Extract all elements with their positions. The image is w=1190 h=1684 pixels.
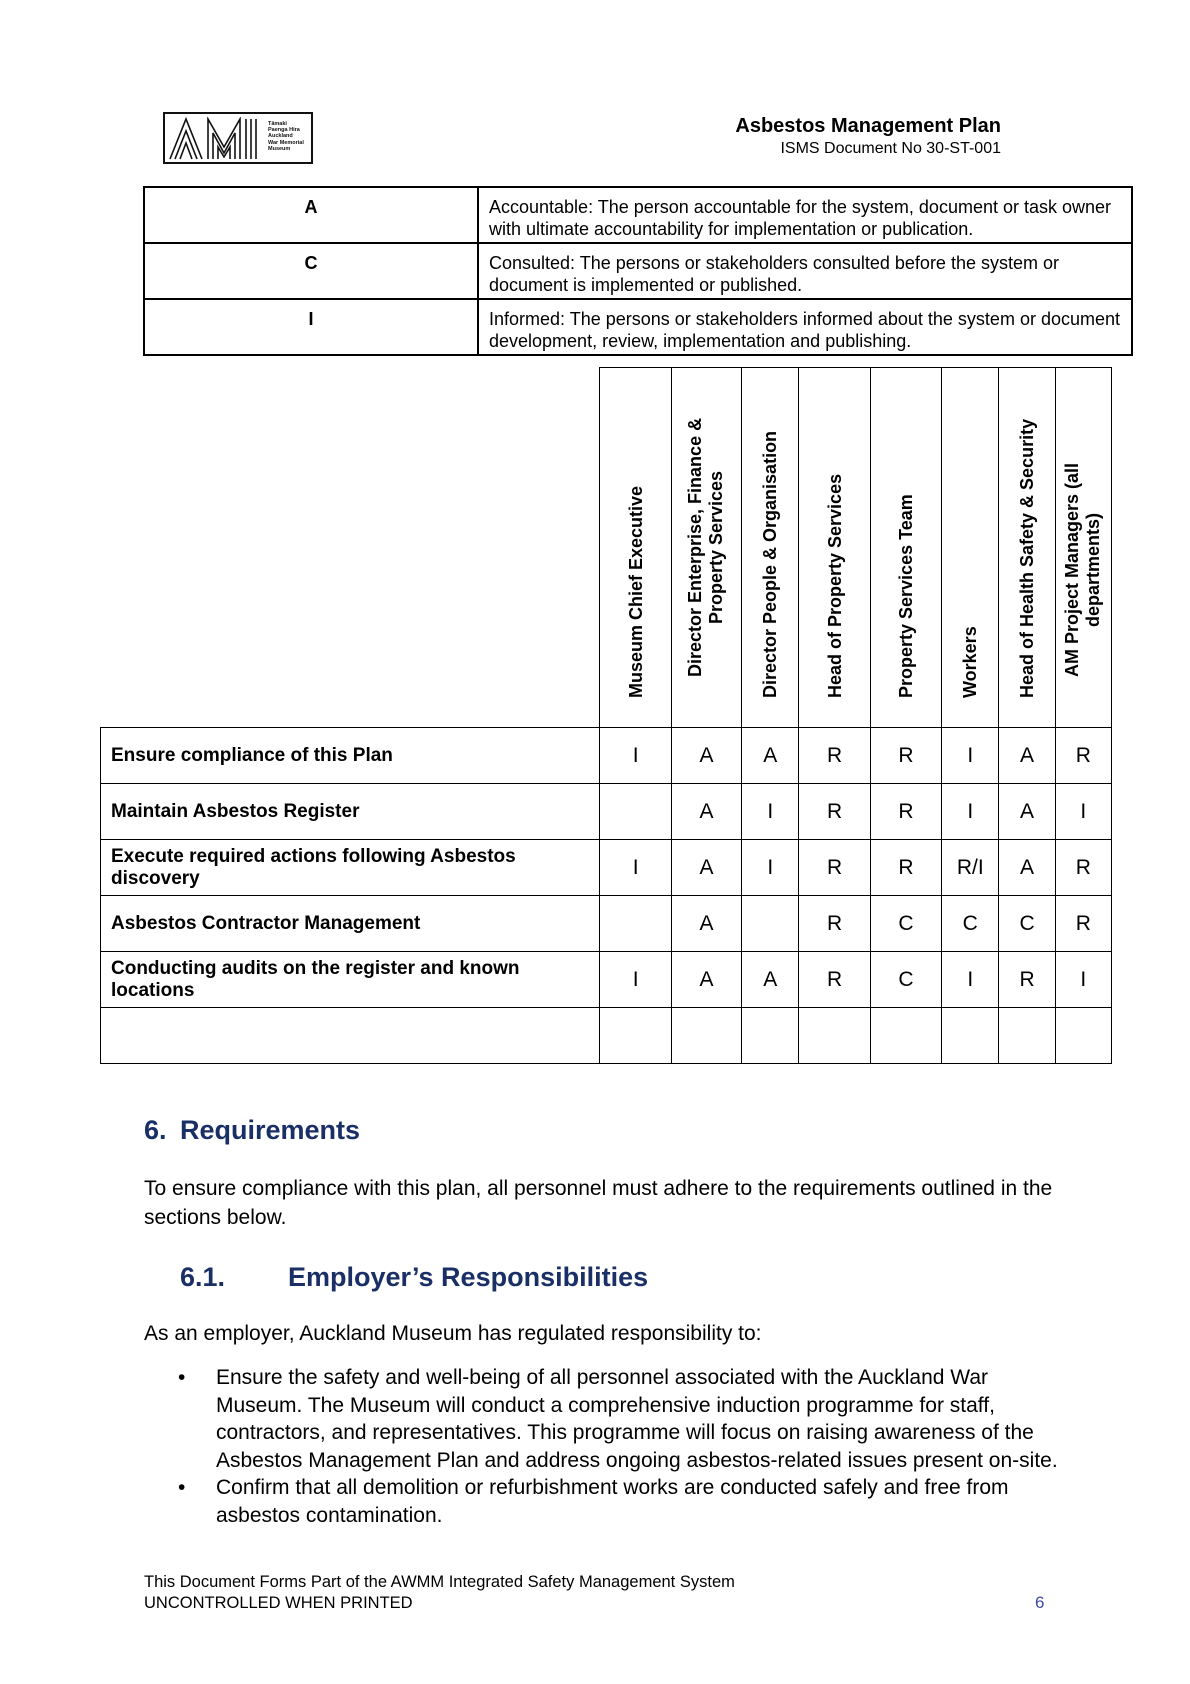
task-cell: Maintain Asbestos Register <box>101 784 600 840</box>
raci-value-cell: I <box>600 728 671 784</box>
raci-value-cell: I <box>942 728 999 784</box>
table-row <box>101 840 1112 896</box>
raci-value-cell: R <box>870 784 941 840</box>
raci-value-cell: I <box>1055 952 1111 1008</box>
raci-value-cell <box>671 1008 741 1064</box>
footer-uncontrolled: UNCONTROLLED WHEN PRINTED <box>144 1594 413 1612</box>
museum-logo <box>154 103 322 173</box>
raci-value-cell: R <box>799 784 870 840</box>
raci-value-cell: A <box>671 784 741 840</box>
logo-line: Auckland <box>268 133 293 140</box>
raci-value-cell: C <box>942 896 999 952</box>
logo-wordmark <box>268 121 304 152</box>
legend-key: I <box>144 299 478 355</box>
legend-description: Informed: The persons or stakeholders informed about the system or document development, review, implementation and publishing. <box>478 299 1132 355</box>
raci-value-cell: A <box>999 784 1055 840</box>
matrix-corner-cell <box>101 368 600 728</box>
role-label: AM Project Managers (all <box>1062 462 1083 677</box>
role-label: departments) <box>1083 512 1104 627</box>
table-row <box>101 1008 1112 1064</box>
logo-line: Tāmaki <box>268 121 287 127</box>
raci-value-cell: A <box>742 728 799 784</box>
table-row <box>101 728 1112 784</box>
table-row <box>101 952 1112 1008</box>
subsection-heading <box>180 1262 648 1293</box>
task-cell <box>101 1008 600 1064</box>
raci-value-cell <box>600 1008 671 1064</box>
raci-value-cell: A <box>671 840 741 896</box>
raci-value-cell <box>799 1008 870 1064</box>
role-header <box>1055 368 1111 728</box>
section-number: 6. <box>144 1115 167 1145</box>
role-header <box>999 368 1055 728</box>
raci-value-cell: I <box>742 840 799 896</box>
logo-line: Museum <box>268 145 291 152</box>
document-number: ISMS Document No 30-ST-001 <box>780 140 1001 157</box>
document-title: Asbestos Management Plan <box>735 115 1001 137</box>
section-heading <box>144 1115 360 1146</box>
raci-value-cell <box>1055 1008 1111 1064</box>
role-header <box>942 368 999 728</box>
list-item <box>178 1364 1058 1474</box>
page-number: 6 <box>1035 1593 1045 1612</box>
role-label: Property Services <box>706 470 727 625</box>
role-label: Museum Chief Executive <box>625 485 646 698</box>
raci-value-cell: R <box>870 840 941 896</box>
raci-value-cell: I <box>600 952 671 1008</box>
raci-value-cell: R <box>799 840 870 896</box>
raci-value-cell <box>942 1008 999 1064</box>
task-cell: Execute required actions following Asbestos discovery <box>101 840 600 896</box>
raci-value-cell: I <box>742 784 799 840</box>
raci-value-cell: R <box>870 728 941 784</box>
bullet-icon: • <box>178 1366 186 1389</box>
raci-value-cell <box>742 896 799 952</box>
responsibility-list <box>178 1364 1058 1529</box>
legend-description: Accountable: The person accountable for the system, document or task owner with ultimate accountability for implementation or publication. <box>478 187 1132 243</box>
raci-value-cell: R <box>799 952 870 1008</box>
raci-value-cell: A <box>671 952 741 1008</box>
raci-value-cell: R <box>799 728 870 784</box>
legend-key: C <box>144 243 478 299</box>
raci-value-cell: I <box>942 784 999 840</box>
task-cell: Conducting audits on the register and known locations <box>101 952 600 1008</box>
role-header <box>600 368 671 728</box>
raci-value-cell: A <box>999 728 1055 784</box>
logo-line: War Memorial <box>268 139 304 146</box>
raci-value-cell: R <box>1055 840 1111 896</box>
raci-value-cell <box>600 784 671 840</box>
raci-value-cell: R/I <box>942 840 999 896</box>
list-item-text: Ensure the safety and well-being of all personnel associated with the Auckland War Museum. The Museum will conduct a comprehensive induction programme for staff, contractors, and representatives. This programme will focus on raising awareness of the Asbestos Management Plan and address ongoing asbestos-related issues present on-site. <box>216 1366 1058 1472</box>
subsection-number: 6.1. <box>180 1262 226 1292</box>
raci-value-cell: R <box>999 952 1055 1008</box>
raci-value-cell: C <box>870 952 941 1008</box>
table-row <box>101 784 1112 840</box>
raci-value-cell: R <box>799 896 870 952</box>
raci-value-cell: C <box>870 896 941 952</box>
raci-legend-table <box>143 186 1133 356</box>
raci-value-cell: I <box>600 840 671 896</box>
raci-value-cell <box>600 896 671 952</box>
legend-description: Consulted: The persons or stakeholders consulted before the system or document is implemented or published. <box>478 243 1132 299</box>
list-item <box>178 1474 1058 1529</box>
role-label: Workers <box>960 626 981 698</box>
role-label: Head of Property Services <box>824 473 845 698</box>
role-header <box>870 368 941 728</box>
raci-value-cell <box>999 1008 1055 1064</box>
logo-letters-am <box>168 117 264 161</box>
matrix-header-row <box>101 368 1112 728</box>
section-title: Requirements <box>180 1115 361 1145</box>
raci-value-cell: A <box>999 840 1055 896</box>
raci-value-cell: C <box>999 896 1055 952</box>
legend-row <box>144 187 1132 243</box>
task-cell: Ensure compliance of this Plan <box>101 728 600 784</box>
role-label: Director People & Organisation <box>760 430 781 698</box>
role-label: Director Enterprise, Finance & <box>685 417 706 677</box>
logo-line: Paenga Hira <box>268 127 300 134</box>
role-label: Property Services Team <box>895 494 916 698</box>
raci-value-cell: I <box>942 952 999 1008</box>
role-label: Head of Health Safety & Security <box>1017 418 1038 698</box>
legend-key: A <box>144 187 478 243</box>
subsection-title: Employer’s Responsibilities <box>288 1262 649 1292</box>
raci-value-cell <box>742 1008 799 1064</box>
raci-value-cell: A <box>671 728 741 784</box>
raci-value-cell: I <box>1055 784 1111 840</box>
matrix-body <box>101 728 1112 1064</box>
role-header <box>671 368 741 728</box>
raci-value-cell: R <box>1055 896 1111 952</box>
legend-row <box>144 243 1132 299</box>
section-intro: To ensure compliance with this plan, all personnel must adhere to the requirements outlined in the sections below. <box>144 1177 1053 1229</box>
bullet-icon: • <box>178 1476 186 1499</box>
role-header <box>742 368 799 728</box>
raci-value-cell: A <box>742 952 799 1008</box>
legend-row <box>144 299 1132 355</box>
footer-text: This Document Forms Part of the AWMM Integrated Safety Management System <box>144 1573 735 1591</box>
raci-value-cell: A <box>671 896 741 952</box>
raci-value-cell: R <box>1055 728 1111 784</box>
raci-matrix-table <box>100 367 1112 1064</box>
task-cell: Asbestos Contractor Management <box>101 896 600 952</box>
subsection-intro: As an employer, Auckland Museum has regulated responsibility to: <box>144 1322 762 1345</box>
table-row <box>101 896 1112 952</box>
list-item-text: Confirm that all demolition or refurbishment works are conducted safely and free from asbestos contamination. <box>216 1476 1009 1527</box>
role-header <box>799 368 870 728</box>
raci-value-cell <box>870 1008 941 1064</box>
